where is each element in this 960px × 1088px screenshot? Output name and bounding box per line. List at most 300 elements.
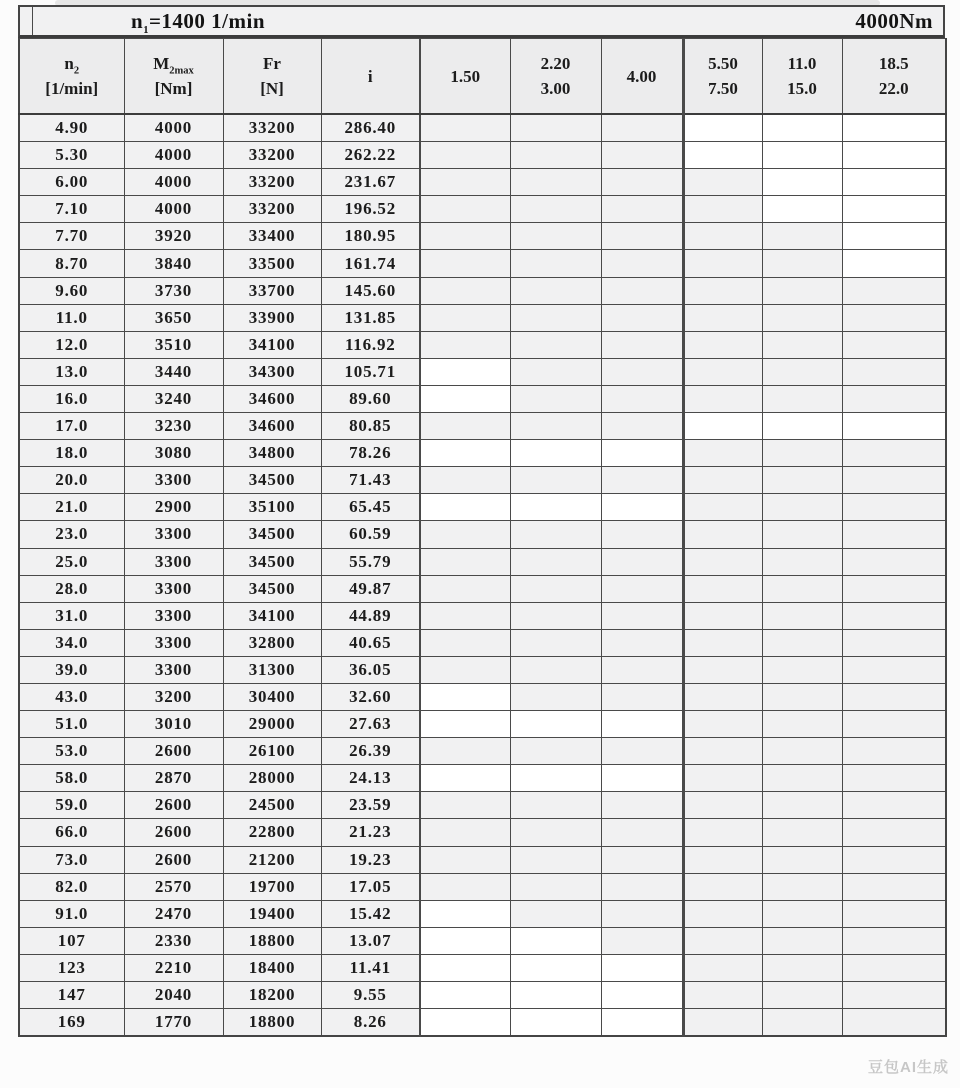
empty-cell — [683, 250, 762, 277]
cell-i: 23.59 — [321, 792, 420, 819]
cell-n2: 7.70 — [19, 223, 124, 250]
empty-cell — [510, 277, 601, 304]
empty-cell — [420, 683, 510, 710]
empty-cell — [683, 1009, 762, 1037]
cell-n2: 9.60 — [19, 277, 124, 304]
table-row — [19, 548, 946, 575]
cell-m2max: 2900 — [124, 494, 223, 521]
table-row — [19, 413, 946, 440]
empty-cell — [842, 385, 946, 412]
empty-cell — [601, 575, 683, 602]
empty-cell — [842, 792, 946, 819]
torque-label: 4000Nm — [855, 8, 933, 33]
table-row — [19, 683, 946, 710]
empty-cell — [683, 440, 762, 467]
cell-m2max: 3920 — [124, 223, 223, 250]
empty-cell — [683, 575, 762, 602]
cell-m2max: 3230 — [124, 413, 223, 440]
empty-cell — [683, 196, 762, 223]
cell-i: 80.85 — [321, 413, 420, 440]
empty-cell — [601, 900, 683, 927]
cell-n2: 58.0 — [19, 765, 124, 792]
cell-fr: 34500 — [223, 575, 321, 602]
empty-cell — [762, 711, 842, 738]
cell-i: 40.65 — [321, 629, 420, 656]
cell-n2: 17.0 — [19, 413, 124, 440]
cell-fr: 24500 — [223, 792, 321, 819]
empty-cell — [420, 629, 510, 656]
cell-i: 131.85 — [321, 304, 420, 331]
empty-cell — [510, 819, 601, 846]
cell-fr: 33200 — [223, 142, 321, 169]
empty-cell — [842, 304, 946, 331]
empty-cell — [601, 656, 683, 683]
cell-fr: 22800 — [223, 819, 321, 846]
empty-cell — [842, 114, 946, 142]
cell-n2: 123 — [19, 954, 124, 981]
cell-fr: 21200 — [223, 846, 321, 873]
cell-m2max: 3080 — [124, 440, 223, 467]
table-row — [19, 494, 946, 521]
table-row — [19, 819, 946, 846]
cell-n2: 59.0 — [19, 792, 124, 819]
empty-cell — [762, 277, 842, 304]
empty-cell — [842, 629, 946, 656]
cell-n2: 23.0 — [19, 521, 124, 548]
cell-i: 116.92 — [321, 331, 420, 358]
cell-m2max: 1770 — [124, 1009, 223, 1037]
empty-cell — [762, 873, 842, 900]
empty-cell — [762, 1009, 842, 1037]
empty-cell — [683, 467, 762, 494]
cell-m2max: 2570 — [124, 873, 223, 900]
empty-cell — [420, 927, 510, 954]
cell-n2: 66.0 — [19, 819, 124, 846]
empty-cell — [420, 954, 510, 981]
empty-cell — [420, 250, 510, 277]
empty-cell — [683, 142, 762, 169]
empty-cell — [842, 548, 946, 575]
cell-i: 17.05 — [321, 873, 420, 900]
empty-cell — [762, 467, 842, 494]
empty-cell — [510, 304, 601, 331]
table-row — [19, 765, 946, 792]
empty-cell — [601, 277, 683, 304]
empty-cell — [420, 142, 510, 169]
cell-n2: 13.0 — [19, 358, 124, 385]
empty-cell — [601, 1009, 683, 1037]
cell-i: 231.67 — [321, 169, 420, 196]
table-row — [19, 358, 946, 385]
cell-i: 286.40 — [321, 114, 420, 142]
cell-m2max: 2600 — [124, 819, 223, 846]
cell-fr: 33700 — [223, 277, 321, 304]
empty-cell — [510, 792, 601, 819]
empty-cell — [762, 142, 842, 169]
column-header-i: i — [321, 39, 420, 115]
table-title-row — [18, 5, 945, 38]
empty-cell — [420, 385, 510, 412]
cell-fr: 33200 — [223, 114, 321, 142]
cell-fr: 19400 — [223, 900, 321, 927]
cell-fr: 18400 — [223, 954, 321, 981]
cell-m2max: 3240 — [124, 385, 223, 412]
cell-n2: 91.0 — [19, 900, 124, 927]
table-row — [19, 629, 946, 656]
cell-m2max: 3300 — [124, 521, 223, 548]
cell-fr: 34300 — [223, 358, 321, 385]
empty-cell — [420, 765, 510, 792]
cell-m2max: 3300 — [124, 656, 223, 683]
empty-cell — [762, 982, 842, 1009]
empty-cell — [683, 819, 762, 846]
cell-fr: 28000 — [223, 765, 321, 792]
empty-cell — [842, 467, 946, 494]
empty-cell — [762, 765, 842, 792]
empty-cell — [842, 846, 946, 873]
cell-n2: 25.0 — [19, 548, 124, 575]
table-row — [19, 521, 946, 548]
cell-i: 32.60 — [321, 683, 420, 710]
cell-fr: 26100 — [223, 738, 321, 765]
empty-cell — [762, 548, 842, 575]
empty-cell — [842, 927, 946, 954]
empty-cell — [510, 656, 601, 683]
table-row — [19, 602, 946, 629]
cell-n2: 82.0 — [19, 873, 124, 900]
empty-cell — [510, 358, 601, 385]
empty-cell — [683, 738, 762, 765]
cell-n2: 39.0 — [19, 656, 124, 683]
cell-i: 180.95 — [321, 223, 420, 250]
power-column-header: 4.00 — [601, 39, 683, 115]
cell-i: 27.63 — [321, 711, 420, 738]
cell-fr: 18200 — [223, 982, 321, 1009]
empty-cell — [420, 169, 510, 196]
empty-cell — [510, 982, 601, 1009]
cell-fr: 34100 — [223, 602, 321, 629]
empty-cell — [420, 1009, 510, 1037]
empty-cell — [601, 331, 683, 358]
cell-fr: 32800 — [223, 629, 321, 656]
empty-cell — [601, 873, 683, 900]
empty-cell — [601, 765, 683, 792]
empty-cell — [842, 873, 946, 900]
empty-cell — [601, 413, 683, 440]
cell-m2max: 2210 — [124, 954, 223, 981]
cell-n2: 16.0 — [19, 385, 124, 412]
cell-fr: 33900 — [223, 304, 321, 331]
empty-cell — [420, 196, 510, 223]
empty-cell — [683, 846, 762, 873]
empty-cell — [683, 277, 762, 304]
table-row — [19, 846, 946, 873]
column-header-m2max: $M_{2max}$ [Nm] — [124, 39, 223, 115]
empty-cell — [842, 819, 946, 846]
cell-i: 21.23 — [321, 819, 420, 846]
ai-watermark: 豆包AI生成 — [867, 1059, 949, 1076]
empty-cell — [420, 602, 510, 629]
empty-cell — [842, 575, 946, 602]
empty-cell — [510, 169, 601, 196]
cell-fr: 33400 — [223, 223, 321, 250]
cell-i: 145.60 — [321, 277, 420, 304]
empty-cell — [842, 711, 946, 738]
cell-i: 13.07 — [321, 927, 420, 954]
empty-cell — [510, 494, 601, 521]
cell-i: 196.52 — [321, 196, 420, 223]
empty-cell — [762, 521, 842, 548]
empty-cell — [601, 954, 683, 981]
cell-i: 15.42 — [321, 900, 420, 927]
table-row — [19, 575, 946, 602]
cell-m2max: 3300 — [124, 467, 223, 494]
cell-fr: 18800 — [223, 927, 321, 954]
empty-cell — [510, 683, 601, 710]
empty-cell — [420, 656, 510, 683]
empty-cell — [842, 656, 946, 683]
input-speed-label: $n_1=1400$ 1/min — [131, 8, 265, 36]
cell-n2: 7.10 — [19, 196, 124, 223]
empty-cell — [510, 142, 601, 169]
table-row — [19, 711, 946, 738]
table-row — [19, 385, 946, 412]
empty-cell — [762, 196, 842, 223]
cell-n2: 21.0 — [19, 494, 124, 521]
empty-cell — [420, 494, 510, 521]
empty-cell — [601, 223, 683, 250]
cell-i: 44.89 — [321, 602, 420, 629]
empty-cell — [683, 927, 762, 954]
empty-cell — [762, 819, 842, 846]
cell-n2: 4.90 — [19, 114, 124, 142]
title-cell — [33, 7, 943, 35]
cell-n2: 34.0 — [19, 629, 124, 656]
cell-fr: 29000 — [223, 711, 321, 738]
cell-fr: 34600 — [223, 413, 321, 440]
cell-i: 26.39 — [321, 738, 420, 765]
cell-i: 9.55 — [321, 982, 420, 1009]
empty-cell — [683, 494, 762, 521]
empty-cell — [510, 711, 601, 738]
empty-cell — [510, 521, 601, 548]
empty-cell — [510, 114, 601, 142]
cell-fr: 33500 — [223, 250, 321, 277]
table-row — [19, 142, 946, 169]
cell-m2max: 4000 — [124, 142, 223, 169]
empty-cell — [842, 413, 946, 440]
empty-cell — [601, 304, 683, 331]
cell-n2: 12.0 — [19, 331, 124, 358]
table-row — [19, 250, 946, 277]
empty-cell — [420, 548, 510, 575]
empty-cell — [683, 873, 762, 900]
empty-cell — [762, 358, 842, 385]
cell-i: 11.41 — [321, 954, 420, 981]
cell-fr: 18800 — [223, 1009, 321, 1037]
table-row — [19, 1009, 946, 1037]
cell-i: 60.59 — [321, 521, 420, 548]
empty-cell — [842, 440, 946, 467]
table-row — [19, 114, 946, 142]
empty-cell — [683, 548, 762, 575]
empty-cell — [842, 982, 946, 1009]
cell-fr: 31300 — [223, 656, 321, 683]
cell-m2max: 2040 — [124, 982, 223, 1009]
cell-n2: 73.0 — [19, 846, 124, 873]
empty-cell — [683, 413, 762, 440]
table-row — [19, 738, 946, 765]
cell-i: 55.79 — [321, 548, 420, 575]
table-row — [19, 873, 946, 900]
empty-cell — [683, 223, 762, 250]
empty-cell — [762, 683, 842, 710]
empty-cell — [420, 711, 510, 738]
empty-cell — [510, 927, 601, 954]
cell-m2max: 3440 — [124, 358, 223, 385]
empty-cell — [601, 602, 683, 629]
empty-cell — [683, 114, 762, 142]
cell-m2max: 4000 — [124, 169, 223, 196]
empty-cell — [601, 521, 683, 548]
empty-cell — [683, 169, 762, 196]
table-row — [19, 792, 946, 819]
empty-cell — [683, 304, 762, 331]
empty-cell — [842, 954, 946, 981]
empty-cell — [510, 1009, 601, 1037]
power-column-header: 11.0 15.0 — [762, 39, 842, 115]
empty-cell — [842, 738, 946, 765]
empty-cell — [842, 196, 946, 223]
cell-i: 36.05 — [321, 656, 420, 683]
ratings-table-sheet — [18, 5, 945, 1037]
empty-cell — [762, 846, 842, 873]
empty-cell — [683, 765, 762, 792]
empty-cell — [842, 683, 946, 710]
empty-cell — [842, 900, 946, 927]
cell-m2max: 3300 — [124, 575, 223, 602]
empty-cell — [762, 331, 842, 358]
empty-cell — [842, 1009, 946, 1037]
table-row — [19, 467, 946, 494]
column-header-row — [19, 39, 946, 115]
empty-cell — [601, 385, 683, 412]
empty-cell — [762, 656, 842, 683]
empty-cell — [762, 440, 842, 467]
empty-cell — [510, 467, 601, 494]
empty-cell — [601, 846, 683, 873]
empty-cell — [510, 954, 601, 981]
empty-cell — [420, 277, 510, 304]
column-header-fr: Fr [N] — [223, 39, 321, 115]
empty-cell — [420, 900, 510, 927]
empty-cell — [420, 575, 510, 602]
cell-n2: 43.0 — [19, 683, 124, 710]
empty-cell — [601, 358, 683, 385]
cell-m2max: 2600 — [124, 846, 223, 873]
empty-cell — [420, 304, 510, 331]
empty-cell — [762, 575, 842, 602]
empty-cell — [420, 413, 510, 440]
table-row — [19, 656, 946, 683]
empty-cell — [842, 223, 946, 250]
cell-i: 78.26 — [321, 440, 420, 467]
power-column-header: 18.5 22.0 — [842, 39, 946, 115]
cell-fr: 35100 — [223, 494, 321, 521]
empty-cell — [420, 982, 510, 1009]
empty-cell — [420, 521, 510, 548]
empty-cell — [601, 819, 683, 846]
empty-cell — [601, 629, 683, 656]
table-row — [19, 304, 946, 331]
empty-cell — [510, 900, 601, 927]
table-row — [19, 927, 946, 954]
empty-cell — [762, 223, 842, 250]
cell-m2max: 3840 — [124, 250, 223, 277]
empty-cell — [510, 738, 601, 765]
empty-cell — [601, 169, 683, 196]
empty-cell — [842, 521, 946, 548]
empty-cell — [601, 792, 683, 819]
empty-cell — [683, 629, 762, 656]
empty-cell — [510, 440, 601, 467]
empty-cell — [510, 196, 601, 223]
empty-cell — [842, 765, 946, 792]
empty-cell — [762, 738, 842, 765]
cell-i: 24.13 — [321, 765, 420, 792]
empty-cell — [762, 169, 842, 196]
cell-m2max: 3510 — [124, 331, 223, 358]
empty-cell — [601, 494, 683, 521]
empty-cell — [683, 683, 762, 710]
cell-fr: 33200 — [223, 169, 321, 196]
cell-m2max: 4000 — [124, 114, 223, 142]
empty-cell — [510, 575, 601, 602]
cell-n2: 107 — [19, 927, 124, 954]
cell-n2: 11.0 — [19, 304, 124, 331]
cell-fr: 33200 — [223, 196, 321, 223]
cell-n2: 28.0 — [19, 575, 124, 602]
ratings-table — [18, 38, 947, 1037]
cell-fr: 19700 — [223, 873, 321, 900]
empty-cell — [842, 250, 946, 277]
cell-fr: 34500 — [223, 548, 321, 575]
empty-cell — [601, 196, 683, 223]
table-row — [19, 196, 946, 223]
empty-cell — [762, 927, 842, 954]
cell-m2max: 3300 — [124, 629, 223, 656]
empty-cell — [510, 331, 601, 358]
cell-n2: 5.30 — [19, 142, 124, 169]
empty-cell — [510, 629, 601, 656]
empty-cell — [762, 629, 842, 656]
cell-m2max: 2470 — [124, 900, 223, 927]
cell-m2max: 3730 — [124, 277, 223, 304]
empty-cell — [683, 358, 762, 385]
cell-fr: 34600 — [223, 385, 321, 412]
power-column-header: 1.50 — [420, 39, 510, 115]
empty-cell — [510, 765, 601, 792]
empty-cell — [683, 900, 762, 927]
empty-cell — [601, 114, 683, 142]
cell-n2: 51.0 — [19, 711, 124, 738]
empty-cell — [842, 142, 946, 169]
cell-fr: 34800 — [223, 440, 321, 467]
empty-cell — [510, 846, 601, 873]
empty-cell — [601, 927, 683, 954]
empty-cell — [683, 954, 762, 981]
cell-n2: 31.0 — [19, 602, 124, 629]
